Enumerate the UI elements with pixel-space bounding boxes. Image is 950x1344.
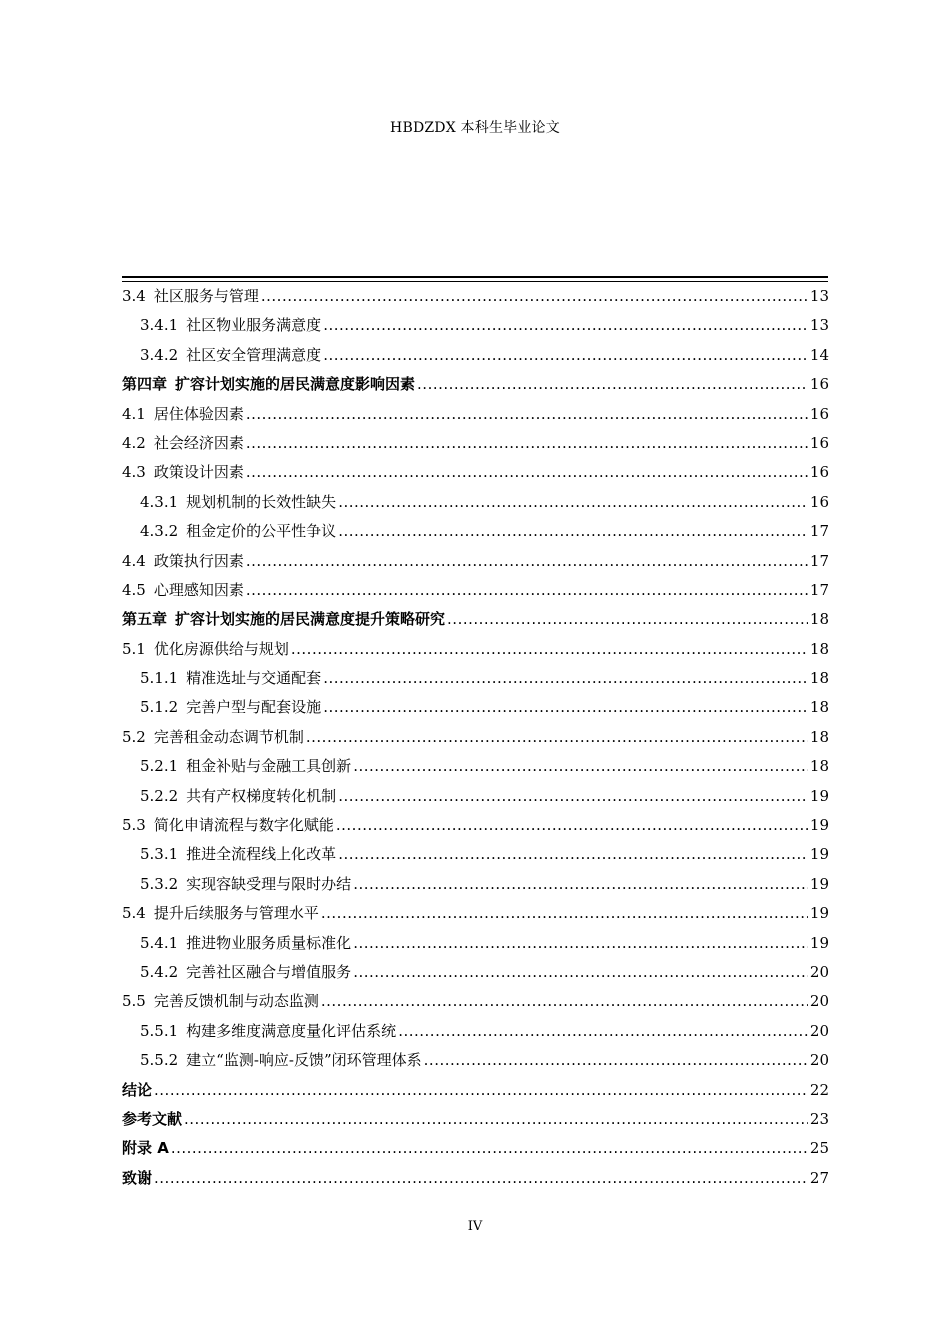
toc-dot-leader	[261, 282, 808, 311]
toc-entry-page: 16	[809, 375, 829, 394]
toc-entry-page: 16	[809, 404, 829, 423]
toc-entry-title: 扩容计划实施的居民满意度影响因素	[175, 375, 416, 394]
toc-dot-leader	[336, 811, 808, 840]
toc-entry-title: 社区安全管理满意度	[186, 345, 322, 364]
toc-dot-leader	[246, 429, 808, 458]
toc-entry[interactable]	[122, 1076, 829, 1105]
toc-entry-page: 19	[809, 874, 829, 893]
toc-dot-leader	[246, 547, 808, 576]
toc-entry-page: 18	[809, 698, 829, 717]
toc-entry[interactable]	[122, 429, 829, 458]
toc-entry-page: 14	[809, 345, 829, 364]
toc-dot-leader	[246, 576, 808, 605]
toc-dot-leader	[154, 1164, 808, 1193]
toc-dot-leader	[171, 1134, 808, 1163]
toc-entry-number: 5.4	[122, 904, 146, 923]
toc-entry-number: 4.3	[122, 463, 146, 482]
toc-entry-page: 19	[809, 816, 829, 835]
toc-entry-title: 完善反馈机制与动态监测	[153, 992, 319, 1011]
toc-entry-page: 20	[809, 992, 829, 1011]
toc-entry-number: 5.3.1	[140, 845, 179, 864]
toc-entry[interactable]	[122, 458, 829, 487]
toc-entry[interactable]	[122, 899, 829, 928]
toc-entry[interactable]	[122, 488, 829, 517]
toc-entry[interactable]	[122, 1134, 829, 1163]
toc-entry-page: 18	[809, 669, 829, 688]
toc-entry-page: 17	[809, 580, 829, 599]
toc-entry-page: 19	[809, 845, 829, 864]
toc-entry-title: 规划机制的长效性缺失	[186, 492, 337, 511]
toc-dot-leader	[424, 1046, 808, 1075]
toc-entry[interactable]	[122, 282, 829, 311]
toc-entry[interactable]	[122, 840, 829, 869]
toc-entry-page: 20	[809, 962, 829, 981]
toc-entry-title: 推进全流程线上化改革	[186, 845, 337, 864]
toc-entry-number: 4.4	[122, 551, 146, 570]
toc-entry-title: 完善户型与配套设施	[186, 698, 322, 717]
toc-entry[interactable]	[122, 311, 829, 340]
toc-dot-leader	[353, 958, 808, 987]
toc-entry-page: 18	[809, 610, 829, 629]
toc-entry[interactable]	[122, 870, 829, 899]
toc-entry[interactable]	[122, 1105, 829, 1134]
toc-entry-number: 3.4.2	[140, 345, 179, 364]
toc-dot-leader	[306, 723, 808, 752]
toc-entry-page: 18	[809, 727, 829, 746]
toc-entry[interactable]	[122, 723, 829, 752]
toc-entry-number: 4.3.2	[140, 522, 179, 541]
toc-entry-number: 5.4.1	[140, 933, 179, 952]
toc-entry-number: 5.2.1	[140, 757, 179, 776]
toc-entry-number: 5.5.1	[140, 1021, 179, 1040]
toc-entry-title: 简化申请流程与数字化赋能	[153, 816, 334, 835]
toc-entry[interactable]	[122, 958, 829, 987]
toc-dot-leader	[338, 517, 808, 546]
toc-dot-leader	[338, 782, 808, 811]
toc-entry[interactable]	[122, 605, 829, 634]
toc-dot-leader	[184, 1105, 808, 1134]
toc-entry[interactable]	[122, 693, 829, 722]
toc-entry-title: 优化房源供给与规划	[153, 639, 289, 658]
toc-entry-title: 政策执行因素	[153, 551, 244, 570]
toc-entry-page: 22	[809, 1080, 829, 1099]
toc-dot-leader	[321, 899, 808, 928]
toc-entry-page: 20	[809, 1021, 829, 1040]
toc-entry-number: 5.4.2	[140, 962, 179, 981]
toc-entry-page: 20	[809, 1051, 829, 1070]
page-number: IV	[467, 1219, 483, 1234]
toc-entry-title: 提升后续服务与管理水平	[153, 904, 319, 923]
toc-dot-leader	[246, 400, 808, 429]
toc-dot-leader	[291, 635, 808, 664]
toc-entry-title: 共有产权梯度转化机制	[186, 786, 337, 805]
toc-entry[interactable]	[122, 664, 829, 693]
toc-dot-leader	[323, 693, 808, 722]
toc-entry-number: 3.4	[122, 287, 146, 305]
toc-entry-page: 18	[809, 639, 829, 658]
toc-entry-page: 25	[809, 1139, 829, 1158]
toc-entry-number: 4.5	[122, 580, 146, 599]
toc-entry-title: 建立“监测-响应-反馈”闭环管理体系	[186, 1051, 422, 1070]
toc-entry-number: 第五章	[122, 610, 168, 629]
toc-entry-title: 政策设计因素	[153, 463, 244, 482]
toc-entry-number: 第四章	[122, 375, 168, 394]
toc-entry-number: 5.5.2	[140, 1051, 179, 1070]
toc-entry-title: 完善租金动态调节机制	[153, 727, 304, 746]
toc-dot-leader	[353, 752, 808, 781]
toc-entry-page: 17	[809, 522, 829, 541]
toc-dot-leader	[338, 840, 808, 869]
toc-entry[interactable]	[122, 341, 829, 370]
toc-entry[interactable]	[122, 576, 829, 605]
toc-entry-page: 13	[809, 316, 829, 335]
toc-entry-title: 完善社区融合与增值服务	[186, 962, 352, 981]
toc-dot-leader	[323, 311, 808, 340]
toc-dot-leader	[321, 987, 808, 1016]
toc-entry-page: 17	[809, 551, 829, 570]
toc-entry-title: 社区物业服务满意度	[186, 316, 322, 335]
toc-dot-leader	[154, 1076, 808, 1105]
toc-entry-title: 实现容缺受理与限时办结	[186, 874, 352, 893]
toc-entry[interactable]	[122, 547, 829, 576]
toc-entry-page: 13	[809, 287, 829, 305]
toc-dot-leader	[323, 341, 808, 370]
table-of-contents	[122, 282, 829, 1193]
toc-entry-title: 居住体验因素	[153, 404, 244, 423]
toc-entry-page: 23	[809, 1109, 829, 1128]
toc-entry[interactable]	[122, 752, 829, 781]
toc-entry-title: 社会经济因素	[153, 433, 244, 452]
toc-entry[interactable]	[122, 370, 829, 399]
toc-entry-title: 致谢	[122, 1168, 153, 1187]
toc-entry-title: 推进物业服务质量标准化	[186, 933, 352, 952]
toc-entry-number: 5.2.2	[140, 786, 179, 805]
toc-entry-number: 5.3.2	[140, 874, 179, 893]
toc-entry-title: 社区服务与管理	[153, 287, 259, 305]
toc-entry-page: 19	[809, 786, 829, 805]
toc-entry-number: 4.3.1	[140, 492, 179, 511]
toc-entry-number: 5.1.1	[140, 669, 179, 688]
toc-entry-number: 3.4.1	[140, 316, 179, 335]
toc-entry[interactable]	[122, 929, 829, 958]
toc-entry[interactable]	[122, 517, 829, 546]
toc-entry-page: 16	[809, 463, 829, 482]
toc-entry-title: 精准选址与交通配套	[186, 669, 322, 688]
toc-entry[interactable]	[122, 782, 829, 811]
toc-entry[interactable]	[122, 1046, 829, 1075]
toc-dot-leader	[323, 664, 808, 693]
toc-entry-title: 参考文献	[122, 1109, 183, 1128]
toc-dot-leader	[353, 870, 808, 899]
toc-entry-number: 5.3	[122, 816, 146, 835]
toc-entry[interactable]	[122, 400, 829, 429]
toc-entry-number: 5.2	[122, 727, 146, 746]
toc-entry-page: 19	[809, 933, 829, 952]
toc-entry[interactable]	[122, 811, 829, 840]
toc-entry-number: 5.1	[122, 639, 146, 658]
toc-entry-page: 16	[809, 433, 829, 452]
toc-entry-page: 27	[809, 1168, 829, 1187]
toc-dot-leader	[447, 605, 808, 634]
toc-entry-number: 5.1.2	[140, 698, 179, 717]
toc-dot-leader	[417, 370, 808, 399]
toc-entry-title: 结论	[122, 1080, 153, 1099]
toc-entry[interactable]	[122, 1017, 829, 1046]
toc-entry-title: 构建多维度满意度量化评估系统	[186, 1021, 397, 1040]
toc-entry-title: 租金定价的公平性争议	[186, 522, 337, 541]
toc-entry-number: 4.1	[122, 404, 146, 423]
toc-entry-title: 附录 A	[122, 1139, 169, 1158]
toc-entry[interactable]	[122, 1164, 829, 1193]
page-header: HBDZDX 本科生毕业论文	[390, 120, 560, 136]
toc-entry[interactable]	[122, 635, 829, 664]
toc-dot-leader	[353, 929, 808, 958]
toc-entry-title: 扩容计划实施的居民满意度提升策略研究	[175, 610, 446, 629]
toc-entry-number: 4.2	[122, 433, 146, 452]
toc-entry[interactable]	[122, 987, 829, 1016]
toc-entry-title: 租金补贴与金融工具创新	[186, 757, 352, 776]
toc-dot-leader	[398, 1017, 808, 1046]
toc-dot-leader	[246, 458, 808, 487]
toc-entry-page: 19	[809, 904, 829, 923]
toc-entry-page: 18	[809, 757, 829, 776]
toc-entry-page: 16	[809, 492, 829, 511]
toc-entry-title: 心理感知因素	[153, 580, 244, 599]
toc-entry-number: 5.5	[122, 992, 146, 1011]
toc-dot-leader	[338, 488, 808, 517]
